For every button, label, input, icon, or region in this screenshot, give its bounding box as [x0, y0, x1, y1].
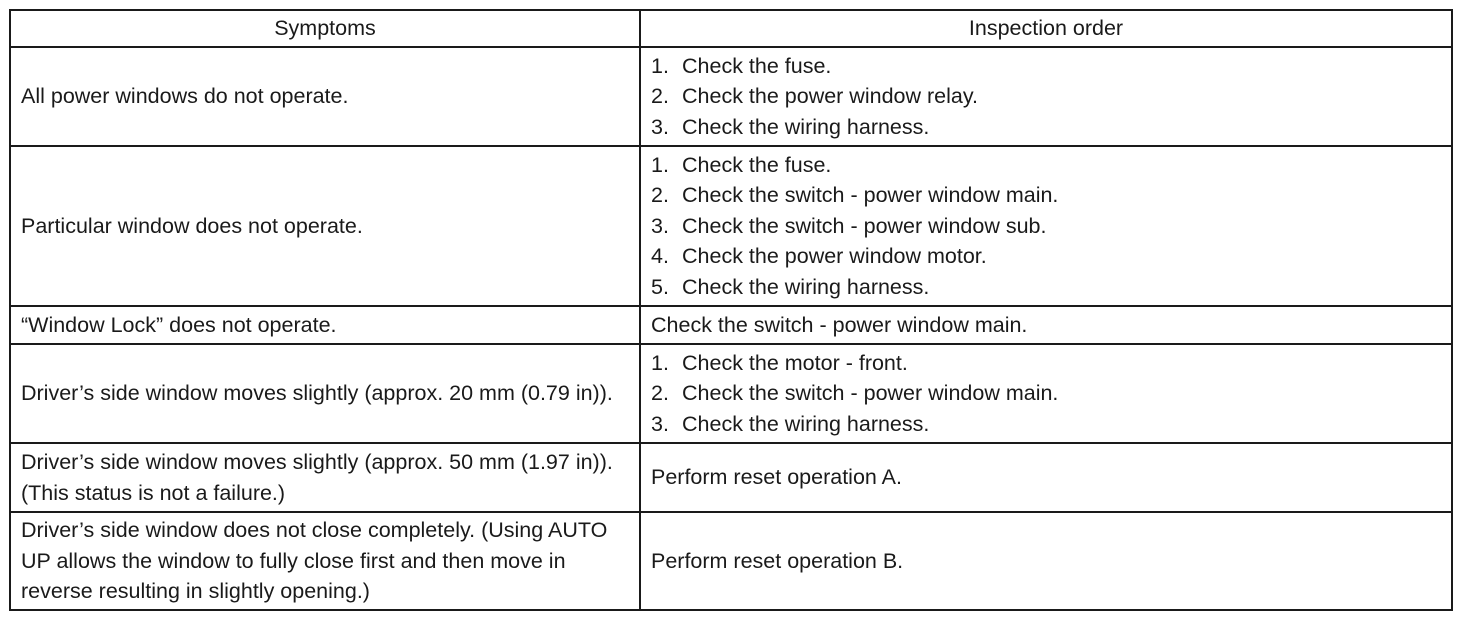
inspection-cell — [640, 47, 1452, 146]
inspection-step — [651, 348, 1451, 379]
inspection-step — [651, 150, 1451, 181]
step-text: Check the fuse. — [682, 152, 832, 177]
step-number: 1. — [651, 350, 669, 375]
table-row — [10, 344, 1452, 443]
step-text: Check the power window relay. — [682, 84, 978, 109]
step-text: Check the switch - power window main. — [682, 183, 1059, 208]
inspection-step — [651, 112, 1451, 143]
symptom-cell: Driver’s side window moves slightly (approx. 20 mm (0.79 in)). — [10, 344, 640, 443]
inspection-cell: Check the switch - power window main. — [640, 306, 1452, 344]
inspection-step — [651, 211, 1451, 242]
inspection-table — [9, 9, 1453, 611]
table-row — [10, 443, 1452, 512]
header-inspection-order: Inspection order — [640, 10, 1452, 47]
symptom-cell: All power windows do not operate. — [10, 47, 640, 146]
table-row — [10, 146, 1452, 306]
step-number: 1. — [651, 152, 669, 177]
inspection-step — [651, 51, 1451, 82]
step-number: 2. — [651, 84, 669, 109]
table-row — [10, 306, 1452, 344]
step-text: Check the wiring harness. — [682, 411, 930, 436]
inspection-step — [651, 241, 1451, 272]
inspection-step — [651, 180, 1451, 211]
inspection-steps — [651, 348, 1451, 440]
step-text: Check the wiring harness. — [682, 274, 930, 299]
step-number: 1. — [651, 53, 669, 78]
step-number: 3. — [651, 213, 669, 238]
inspection-step — [651, 409, 1451, 440]
step-text: Check the fuse. — [682, 53, 832, 78]
step-number: 5. — [651, 274, 669, 299]
step-text: Check the motor - front. — [682, 350, 908, 375]
inspection-step — [651, 272, 1451, 303]
step-number: 4. — [651, 244, 669, 269]
symptom-cell: Particular window does not operate. — [10, 146, 640, 306]
step-text: Check the switch - power window main. — [682, 381, 1059, 406]
symptom-cell: Driver’s side window does not close completely. (Using AUTO UP allows the window to fully close first and then move in reverse resulting in slightly opening.) — [10, 512, 640, 610]
step-text: Check the wiring harness. — [682, 114, 930, 139]
inspection-cell: Perform reset operation A. — [640, 443, 1452, 512]
step-number: 2. — [651, 381, 669, 406]
inspection-steps — [651, 51, 1451, 143]
inspection-cell: Perform reset operation B. — [640, 512, 1452, 610]
inspection-step — [651, 81, 1451, 112]
step-number: 3. — [651, 411, 669, 436]
inspection-cell — [640, 344, 1452, 443]
header-row — [10, 10, 1452, 47]
step-text: Check the power window motor. — [682, 244, 987, 269]
step-number: 2. — [651, 183, 669, 208]
symptom-cell: “Window Lock” does not operate. — [10, 306, 640, 344]
inspection-cell — [640, 146, 1452, 306]
header-symptoms: Symptoms — [10, 10, 640, 47]
inspection-step — [651, 378, 1451, 409]
inspection-steps — [651, 150, 1451, 303]
step-number: 3. — [651, 114, 669, 139]
symptom-cell: Driver’s side window moves slightly (approx. 50 mm (1.97 in)). (This status is not a failure.) — [10, 443, 640, 512]
table-row — [10, 512, 1452, 610]
table-row — [10, 47, 1452, 146]
step-text: Check the switch - power window sub. — [682, 213, 1047, 238]
